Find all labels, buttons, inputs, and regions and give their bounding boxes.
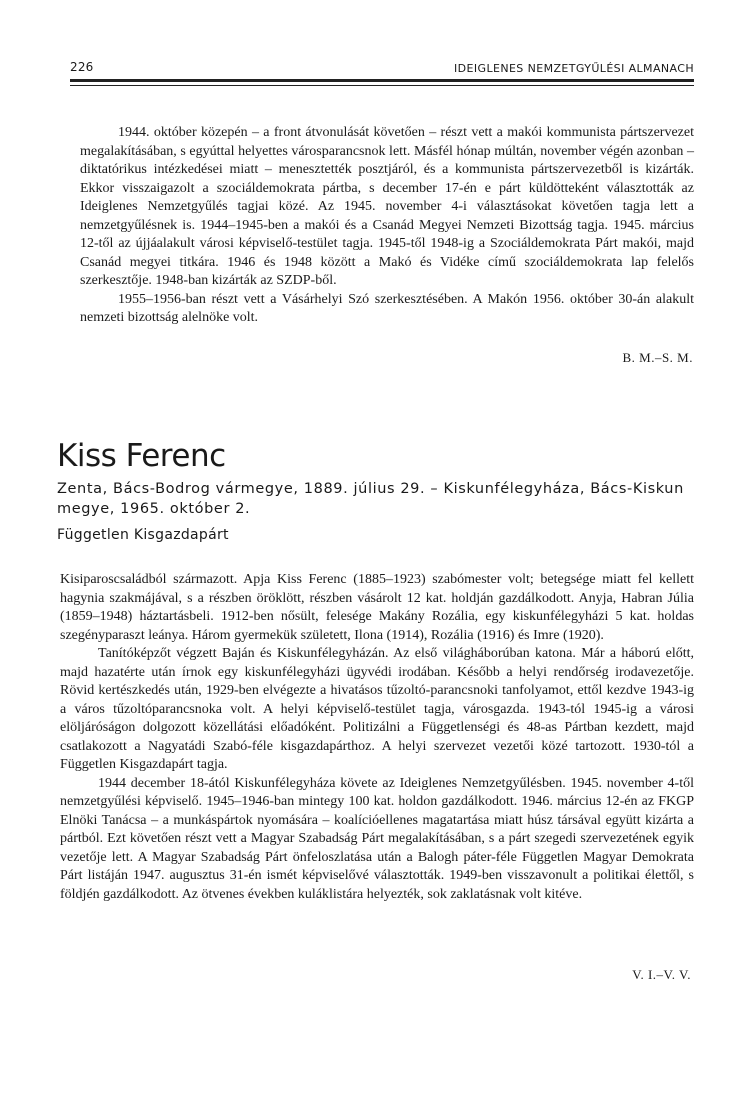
entry-birth-death: Zenta, Bács-Bodrog vármegye, 1889. július 29. – Kiskunfélegyháza, Bács-Kiskun megye, 1965. október 2. [57,481,684,517]
previous-entry-signature: B. M.–S. M. [622,350,693,365]
page-number: 226 [70,60,94,74]
running-title: IDEIGLENES NEMZETGYŰLÉSI ALMANACH [454,62,694,75]
biography-paragraph: Kisiparoscsaládból származott. Apja Kiss Ferenc (1885–1923) szabómester volt; betegsége miatt fel kellett hagynia szakmájával, s a részben öröklött, részben vásárolt 12 kat. holdján gazdálkodott. Anyja, Habran Júlia (1859–1948) háztartásbeli. 1912-ben nősült, felesége Makány Rozália, egy kiskunfélegyházi 5 kat. holdas szegényparaszt leánya. Három gyermekük született, Ilona (1914), Rozália (1916) és Imre (1920). [60,572,694,643]
biography-paragraph: 1944 december 18-ától Kiskunfélegyháza követe az Ideiglenes Nemzetgyűlésben. 1945. november 4-től nemzetgyűlési képviselő. 1945–1946-ban mintegy 100 kat. holdon gazdálkodott. 1946. március 12-én az FKGP Elnöki Tanácsa – a munkáspártok nyomására – koalícióellenes magatartása miatt húsz társával együtt kizárta a pártból. Ezt követően részt vett a Magyar Szabadság Párt megalakításában, s a párt szegedi szervezetének egyik vezetője lett. A Magyar Szabadság Párt önfeloszlatása után a Balogh páter-féle Független Magyar Demokrata Párt listáján 1947. augusztus 31-én ismét képviselővé választották. 1949-ben visszavonult a politikai élettől, s földjén gazdálkodott. Az ötvenes években kuláklistára helyezték, sok zaklatásnak volt kitéve. [60,775,694,902]
header-rule-thick [70,79,694,82]
entry-signature: V. I.–V. V. [632,967,691,982]
entry-name-heading: Kiss Ferenc [57,438,226,474]
entry-party: Független Kisgazdapárt [57,527,229,543]
entry-biography [60,571,694,904]
previous-entry-text [80,124,694,328]
previous-entry-paragraph: 1955–1956-ban részt vett a Vásárhelyi Szó szerkesztésében. A Makón 1956. október 30-án alakult nemzeti bizottság alelnöke volt. [80,291,694,325]
header-rule-thin [70,85,694,86]
previous-entry-paragraph: 1944. október közepén – a front átvonulását követően – részt vett a makói kommunista pártszervezet megalakításában, s egyúttal helyettes városparancsnok lett. Másfél hónap múltán, november végén azonban – diktatórikus intézkedései miatt – menesztették posztjáról, és a kommunista pártszervezetből is kizárták. Ekkor visszaigazolt a szociáldemokrata pártba, s december 17-én e párt küldötteként választották az Ideiglenes Nemzetgyűlés tagjai közé. Az 1945. november 4-i választásokat követően tagja lett a nemzetgyűlésnek is. 1944–1945-ben a makói és a Csanád Megyei Nemzeti Bizottság tagja. 1945. március 12-től az újjáalakult városi képviselő-testület tagja. 1945-től 1948-ig a Szociáldemokrata Párt makói, majd Csanád megyei titkára. 1946 és 1948 között a Makó és Vidéke című szociáldemokrata lap felelős szerkesztője. 1948-ban kizárták az SZDP-ből. [80,125,694,288]
biography-paragraph: Tanítóképzőt végzett Baján és Kiskunfélegyházán. Az első világháborúban katona. Már a háború előtt, majd hazatérte után írnok egy kiskunfélegyházi ügyvédi irodában. Később a helyi rendőrség irodavezetője. Rövid kertészkedés után, 1929-ben elvégezte a hivatásos tűzoltó-parancsnoki tanfolyamot, ettől kezdve 1943-ig a város tűzoltóparancsnoka volt. A helyi képviselő-testület tagja, városgazda. 1943-tól 1945-ig a városi elöljáróságon dolgozott közellátási előadóként. Politizálni a Függetlenségi és 48-as Pártban kezdett, majd csatlakozott a Nagyatádi Szabó-féle kisgazdapárthoz. A helyi szervezet vezetői közé tartozott. 1930-tól a Független Kisgazdapárt tagja. [60,646,694,772]
